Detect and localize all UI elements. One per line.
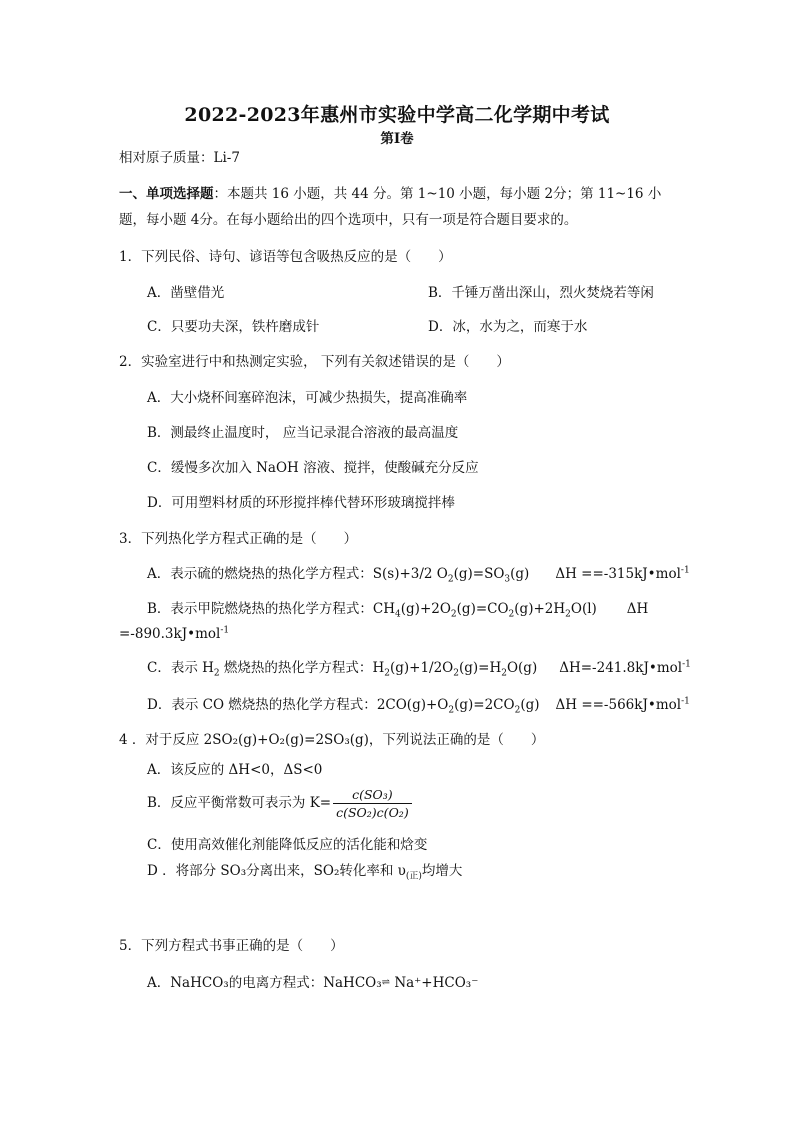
q3-b-enthalpy: ΔH bbox=[626, 601, 649, 617]
q5-a-text: A．NaHCO₃的电离方程式：NaHCO₃ bbox=[147, 975, 382, 991]
q3-option-c: C．表示 $H_2$ 燃烧热的热化学方程式：$H_2(g)+1/2O_2(g)=H_2O(g)$ ΔH=-241.8kJ•mol$^{-1}$ bbox=[147, 659, 691, 679]
q5-stem: 5．下列方程式书事正确的是（ ） bbox=[119, 938, 344, 954]
q1-option-b: B．千锤万凿出深山，烈火焚烧若等闲 bbox=[428, 285, 654, 301]
equilibrium-constant-fraction bbox=[333, 787, 412, 820]
q4-option-a: A．该反应的 ΔH<0，ΔS<0 bbox=[147, 762, 323, 778]
q1-option-a: A．凿壁借光 bbox=[147, 285, 225, 301]
atomic-mass-note: 相对原子质量：Li-7 bbox=[119, 150, 240, 166]
section-intro-line1 bbox=[119, 185, 661, 203]
q4-stem: 4 ．对于反应 2SO₂(g)+O₂(g)=2SO₃(g)，下列说法正确的是（ ） bbox=[119, 732, 545, 748]
q4-option-c: C．使用高效催化剂能降低反应的活化能和焓变 bbox=[147, 837, 428, 853]
q1-stem: 1．下列民俗、诗句、谚语等包含吸热反应的是（ ） bbox=[119, 249, 452, 265]
q3-c-exp: -1 bbox=[682, 659, 691, 670]
q4-option-b bbox=[147, 786, 412, 820]
q3-option-a bbox=[147, 565, 690, 583]
q3-b-equation: $CH_4(g)+2O_2(g)=CO_2(g)+2H_2O(l)$ bbox=[372, 601, 597, 620]
q4-d-text: D ．将部分 SO₃分离出来，SO₂转化率和 υ bbox=[147, 863, 406, 879]
q3-a-text: A．表示硫的燃烧热的热化学方程式： bbox=[147, 566, 373, 582]
q3-b-enthalpy-value: =-890.3kJ•mol bbox=[119, 626, 221, 642]
q4-b-text: B．反应平衡常数可表示为 K= bbox=[147, 795, 332, 811]
q3-option-d bbox=[147, 696, 690, 714]
q3-c-text2: 燃烧热的热化学方程式： bbox=[219, 660, 373, 676]
q2-option-b: B．测最终止温度时， 应当记录混合溶液的最高温度 bbox=[147, 425, 459, 441]
q3-stem: 3．下列热化学方程式正确的是（ ） bbox=[119, 531, 358, 547]
q2-stem: 2．实验室进行中和热测定实验， 下列有关叙述错误的是（ ） bbox=[119, 354, 510, 370]
section-heading: 一、单项选择题 bbox=[119, 186, 214, 202]
q3-b-text: B．表示甲院燃烧热的热化学方程式： bbox=[147, 601, 373, 617]
fraction-numerator: c(SO₃) bbox=[333, 787, 412, 804]
q3-c-enthalpy: ΔH=-241.8kJ•mol bbox=[559, 660, 683, 676]
q3-option-b bbox=[147, 600, 648, 618]
exam-title: 2022-2023年惠州市实验中学高二化学期中考试 bbox=[184, 104, 610, 126]
q3-option-b-cont bbox=[119, 625, 229, 643]
q4-d-sub: (正) bbox=[405, 871, 422, 882]
q3-d-exp: -1 bbox=[681, 696, 690, 707]
section-desc-1: ：本题共 16 小题，共 44 分。第 1~10 小题，每小题 2分；第 11~16 小 bbox=[213, 186, 662, 202]
q1-option-d: D．冰，水为之，而寒于水 bbox=[428, 319, 588, 335]
q2-option-c: C．缓慢多次加入 NaOH 溶液、搅拌，使酸碱充分反应 bbox=[147, 460, 479, 476]
fraction-denominator: c(SO₂)c(O₂) bbox=[336, 805, 409, 820]
q3-d-enthalpy: ΔH ==-566kJ•mol bbox=[555, 697, 682, 713]
q3-a-exp: -1 bbox=[680, 565, 690, 576]
q3-d-text: D．表示 CO 燃烧热的热化学方程式： bbox=[147, 697, 377, 713]
q3-b-exp: -1 bbox=[220, 625, 230, 636]
q3-c-equation: $H_2(g)+1/2O_2(g)=H_2O(g)$ bbox=[372, 660, 538, 679]
q3-c-text: C．表示 H bbox=[147, 660, 214, 676]
q3-d-equation: $2CO(g)+O_2(g)=2CO_2(g)$ bbox=[376, 697, 540, 716]
equilibrium-arrow-icon: ⇌ bbox=[381, 977, 391, 988]
exam-subtitle: 第Ⅰ卷 bbox=[380, 131, 414, 147]
q5-option-a bbox=[147, 974, 478, 992]
q3-a-enthalpy: ΔH ==-315kJ•mol bbox=[555, 566, 681, 582]
q1-option-c: C．只要功夫深，铁杵磨成针 bbox=[147, 319, 320, 335]
q4-d-end: 均增大 bbox=[421, 863, 463, 879]
q2-option-d: D．可用塑料材质的环形搅拌棒代替环形玻璃搅拌棒 bbox=[147, 495, 455, 511]
section-desc-2: 题，每小题 4分。在每小题给出的四个选项中，只有一项是符合题目要求的。 bbox=[119, 212, 578, 228]
q4-option-d bbox=[147, 862, 462, 880]
q5-a-end: Na⁺+HCO₃⁻ bbox=[390, 975, 479, 991]
q3-a-equation: S(s)+3/2 $O_2(g)=SO_3(g)$ bbox=[372, 566, 530, 585]
q2-option-a: A．大小烧杯间塞碎泡沫，可减少热损失，提高准确率 bbox=[147, 390, 468, 406]
